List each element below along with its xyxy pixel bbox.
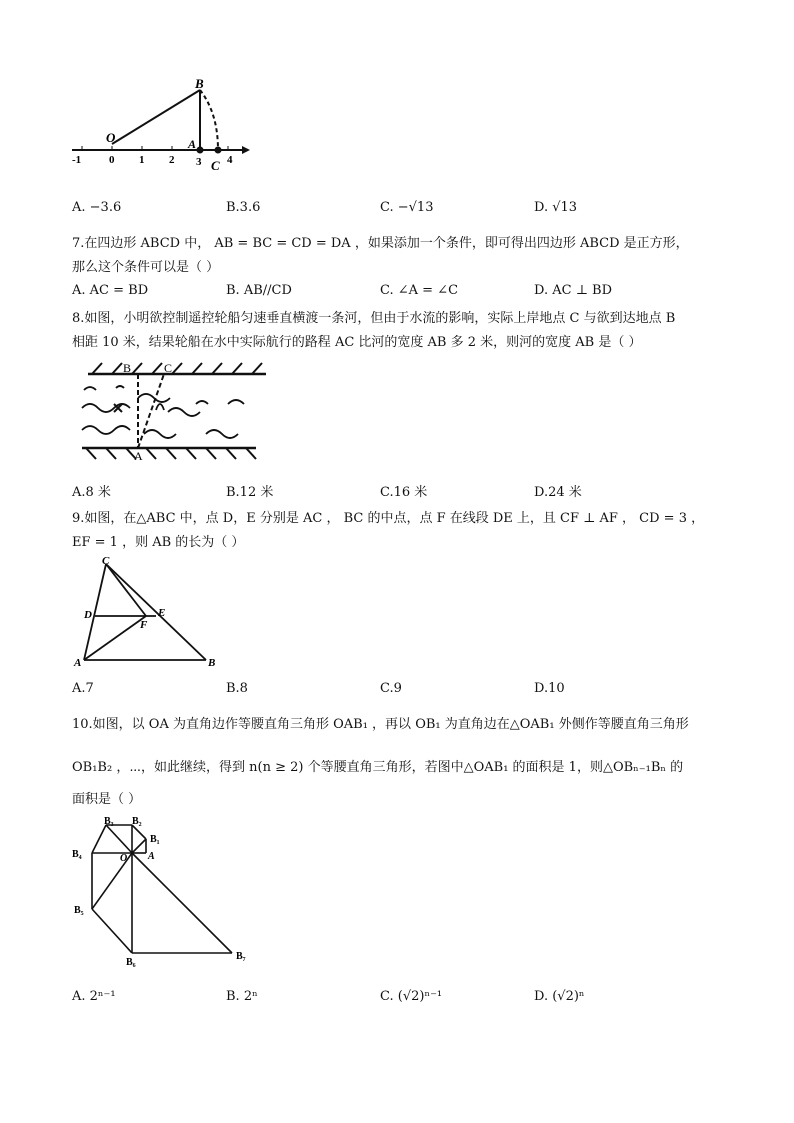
q7-stem-line2: 那么这个条件可以是（ ） (72, 260, 220, 275)
label-a: A (188, 137, 197, 151)
tick-label: 3 (196, 156, 202, 168)
q7-option-c: C. ∠A = ∠C (380, 283, 459, 298)
q9-option-a: A.7 (72, 681, 94, 696)
label-b: B (195, 76, 204, 91)
q9-option-c: C.9 (380, 681, 402, 696)
label-a: A (74, 657, 82, 669)
q6-option-d: D. √13 (534, 200, 578, 215)
q6-option-a: A. −3.6 (72, 200, 122, 215)
label-b3: B₃ (104, 816, 114, 827)
label-b4: B₄ (72, 849, 82, 860)
isosceles-right-triangles-figure (70, 815, 255, 970)
q9-option-d: D.10 (534, 681, 565, 696)
q6-option-b: B.3.6 (226, 200, 261, 215)
tick-label: -1 (72, 154, 82, 166)
q7-stem-line1: 7.在四边形 ABCD 中， AB = BC = CD = DA ，如果添加一个条件，即可得出四边形 ABCD 是正方形， (72, 236, 689, 251)
label-b1: B₁ (150, 834, 160, 845)
tick-label: 4 (227, 154, 233, 166)
q6-option-c: C. −√13 (380, 200, 434, 215)
triangle-lines (84, 564, 206, 660)
q7-option-d: D. AC ⊥ BD (534, 283, 613, 298)
q8-option-c: C.16 米 (380, 485, 428, 500)
label-b5: B₅ (74, 905, 84, 916)
label-o: O (106, 130, 116, 145)
q9-stem-line2: EF = 1 ，则 AB 的长为（ ） (72, 535, 245, 550)
segment-ob (112, 90, 200, 144)
label-b6: B₆ (126, 957, 136, 968)
q10-option-b: B. 2ⁿ (226, 989, 258, 1004)
point-a (197, 147, 204, 154)
q8-option-d: D.24 米 (534, 485, 582, 500)
label-d: D (84, 609, 92, 621)
label-b7: B₇ (236, 951, 246, 962)
top-bank-hatch (92, 363, 262, 374)
q7-option-b: B. AB//CD (226, 283, 292, 298)
point-c (215, 147, 222, 154)
q10-stem-line1: 10.如图，以 OA 为直角边作等腰直角三角形 OAB₁ ，再以 OB₁ 为直角边在△OAB₁ 外侧作等腰直角三角形 (72, 717, 689, 732)
q8-stem-line2: 相距 10 米，结果轮船在水中实际航行的路程 AC 比河的宽度 AB 多 2 米，则河的宽度 AB 是（ ） (72, 335, 642, 350)
number-line-figure (70, 78, 250, 178)
q8-stem-line1: 8.如图，小明欲控制遥控轮船匀速垂直横渡一条河，但由于水流的影响，实际上岸地点 C 与欲到达地点 B (72, 311, 676, 326)
label-c: C (164, 361, 173, 375)
q10-option-a: A. 2ⁿ⁻¹ (72, 989, 116, 1004)
water-mark (156, 404, 164, 410)
label-b: B (123, 361, 132, 375)
q10-stem-line3: 面积是（ ） (72, 792, 142, 807)
bottom-bank-hatch (86, 448, 256, 459)
arc-bc (200, 90, 218, 150)
label-c: C (211, 158, 220, 173)
label-a: A (148, 851, 155, 862)
q9-option-b: B.8 (226, 681, 248, 696)
tick-label: 1 (139, 154, 145, 166)
label-f: F (140, 619, 148, 631)
label-e: E (158, 607, 166, 619)
tick-label: 2 (169, 154, 175, 166)
q10-option-c: C. (√2)ⁿ⁻¹ (380, 989, 443, 1004)
segment-ac (138, 374, 164, 448)
label-c: C (102, 555, 110, 567)
label-b: B (208, 657, 216, 669)
q10-stem-line2: OB₁B₂ ，⋯，如此继续，得到 n(n ≥ 2) 个等腰直角三角形，若图中△OAB₁ 的面积是 1，则△OBₙ₋₁Bₙ 的 (72, 760, 684, 775)
water-waves (82, 386, 244, 438)
q10-option-d: D. (√2)ⁿ (534, 989, 585, 1004)
river-figure (78, 360, 268, 468)
q8-option-b: B.12 米 (226, 485, 274, 500)
label-a: A (134, 449, 143, 463)
label-b2: B₂ (132, 816, 142, 827)
label-o: O (120, 853, 128, 864)
tick-label: 0 (109, 154, 115, 166)
triangle-lines (92, 825, 232, 953)
triangle-abc-figure (70, 556, 230, 672)
axis-arrow (242, 146, 250, 154)
q9-stem-line1: 9.如图，在△ABC 中，点 D，E 分别是 AC ， BC 的中点，点 F 在线段 DE 上，且 CF ⊥ AF ， CD = 3 ， (72, 511, 705, 526)
q8-option-a: A.8 米 (72, 485, 111, 500)
q7-option-a: A. AC = BD (72, 283, 149, 298)
